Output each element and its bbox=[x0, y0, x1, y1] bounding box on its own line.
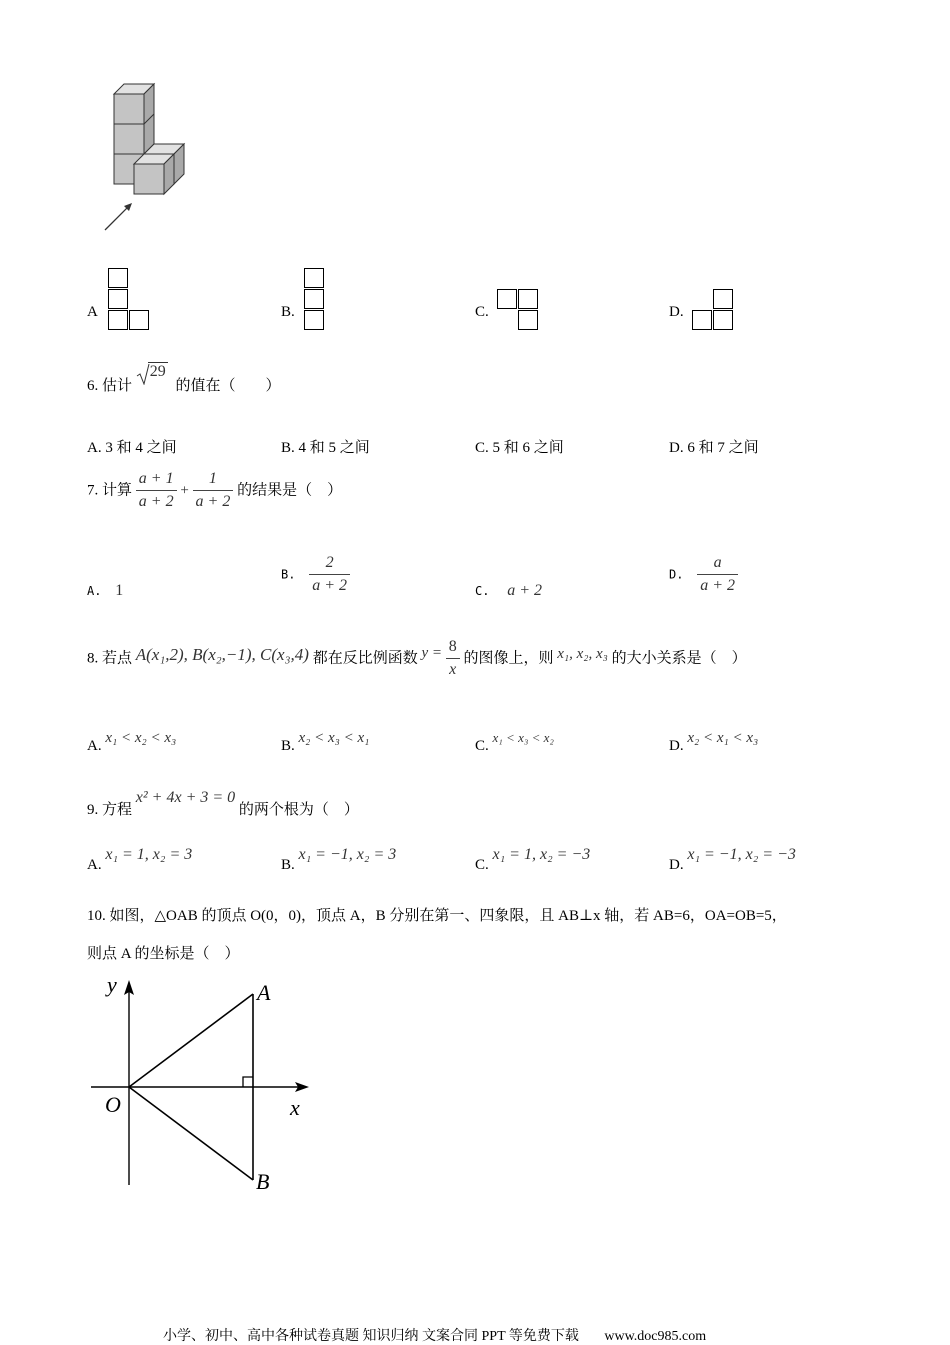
q8-function-fraction: $\frac{8}{x}$ bbox=[446, 636, 460, 681]
q7-fraction-2: $\frac{1}{a + 2}$ bbox=[193, 468, 234, 513]
q10-triangle-diagram bbox=[85, 970, 320, 1200]
x-axis-label: x bbox=[290, 1095, 300, 1120]
q5-option-a-figure bbox=[108, 268, 153, 333]
q5-option-b[interactable]: B. bbox=[281, 304, 295, 320]
point-a-label: A bbox=[257, 980, 271, 1005]
q6-option-c[interactable]: C. 5 和 6 之间 bbox=[475, 440, 564, 456]
q7-option-d[interactable]: D. $\frac{a}{a + 2}$ bbox=[669, 552, 738, 597]
footer bbox=[163, 1325, 706, 1345]
right-angle-mark bbox=[243, 1077, 253, 1087]
origin-label: O bbox=[105, 1092, 121, 1117]
q9-option-d[interactable]: D. x₁ = −1, x₂ = −3 bbox=[669, 846, 796, 873]
q6-option-d[interactable]: D. 6 和 7 之间 bbox=[669, 440, 759, 456]
segment-ob bbox=[129, 1087, 253, 1180]
q8-option-d[interactable]: D. x₂ < x₁ < x₃ bbox=[669, 730, 759, 754]
q8-option-b[interactable]: B. x₂ < x₃ < x₁ bbox=[281, 730, 370, 754]
point-b-label: B bbox=[256, 1169, 270, 1194]
q9-stem: 9. 方程 x² + 4x + 3 = 0 的两个根为（ ） bbox=[87, 789, 359, 818]
q5-option-d-figure bbox=[692, 289, 737, 333]
y-axis-label: y bbox=[107, 972, 117, 997]
footer-text: 小学、初中、高中各种试卷真题 知识归纳 文案合同 PPT 等免费下载 bbox=[163, 1329, 579, 1344]
q5-option-b-figure bbox=[304, 268, 328, 333]
segment-oa bbox=[129, 994, 253, 1087]
q9-option-c[interactable]: C. x₁ = 1, x₂ = −3 bbox=[475, 846, 591, 873]
q10-stem-line2: 则点 A 的坐标是（ ） bbox=[87, 946, 240, 962]
q6-stem: 6. 估计 29 的值在（ ） bbox=[87, 363, 281, 394]
q8-stem: 8. 若点 A(x₁,2), B(x₂,−1), C(x₃,4) 都在反比例函数 y = $\frac{8}{x}$ 的图像上，则 x₁, x₂, x₃ 的大小关系是（ ） bbox=[87, 636, 747, 681]
view-direction-arrow-icon bbox=[105, 203, 132, 230]
q6-option-a[interactable]: A. 3 和 4 之间 bbox=[87, 440, 177, 456]
q5-option-d[interactable]: D. bbox=[669, 304, 684, 320]
q5-option-c-figure bbox=[497, 289, 542, 333]
q9-option-a[interactable]: A. x₁ = 1, x₂ = 3 bbox=[87, 846, 193, 873]
q7-option-b[interactable]: B. $\frac{2}{a + 2}$ bbox=[281, 552, 350, 597]
footer-link[interactable]: www.doc985.com bbox=[604, 1329, 707, 1344]
q10-stem-line1: 10. 如图，△OAB 的顶点 O(0，0)，顶点 A，B 分别在第一、四象限，且 AB⊥x 轴，若 AB=6，OA=OB=5， bbox=[87, 908, 787, 924]
q7-option-c[interactable]: C. a + 2 bbox=[475, 582, 542, 599]
q7-option-a[interactable]: A. 1 bbox=[87, 582, 124, 599]
q8-option-c[interactable]: C. x₁ < x₃ < x₂ bbox=[475, 730, 554, 754]
q5-option-c[interactable]: C. bbox=[475, 304, 489, 320]
q7-stem: 7. 计算 $\frac{a + 1}{a + 2}$ + $\frac{1}{a + 2}$ 的结果是（ ） bbox=[87, 468, 342, 513]
sqrt-29: 29 bbox=[136, 363, 168, 381]
q6-option-b[interactable]: B. 4 和 5 之间 bbox=[281, 440, 370, 456]
q7-fraction-1: $\frac{a + 1}{a + 2}$ bbox=[136, 468, 177, 513]
radical-sign-icon bbox=[136, 363, 150, 385]
cube-stack-figure bbox=[100, 82, 190, 234]
q5-option-a[interactable]: A bbox=[87, 304, 98, 320]
q9-option-b[interactable]: B. x₁ = −1, x₂ = 3 bbox=[281, 846, 397, 873]
q8-option-a[interactable]: A. x₁ < x₂ < x₃ bbox=[87, 730, 177, 754]
